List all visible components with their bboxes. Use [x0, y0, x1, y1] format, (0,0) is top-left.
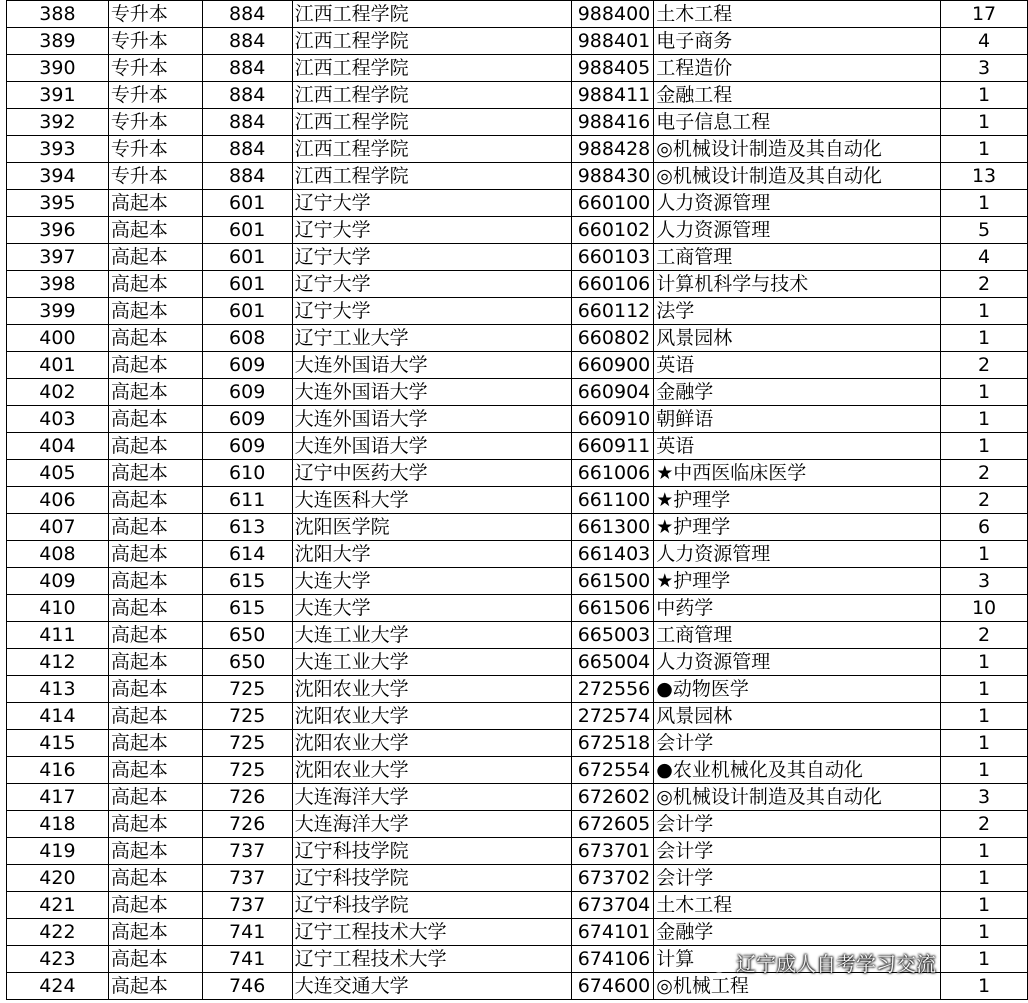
table-row [7, 190, 1028, 217]
school-name-cell: 江西工程学院 [292, 109, 572, 136]
major-name-cell: ◎机械工程 [654, 973, 941, 1000]
row-number-cell: 395 [7, 190, 109, 217]
table-row [7, 136, 1028, 163]
school-name-cell: 江西工程学院 [292, 163, 572, 190]
table-row [7, 973, 1028, 1000]
row-number-cell: 414 [7, 703, 109, 730]
level-cell: 高起本 [108, 919, 202, 946]
table-row [7, 298, 1028, 325]
row-number-cell: 424 [7, 973, 109, 1000]
school-name-cell: 江西工程学院 [292, 136, 572, 163]
table-row [7, 1, 1028, 28]
school-name-cell: 辽宁工程技术大学 [292, 919, 572, 946]
level-cell: 高起本 [108, 784, 202, 811]
school-code-cell: 601 [202, 190, 292, 217]
count-cell: 13 [941, 163, 1028, 190]
level-cell: 高起本 [108, 244, 202, 271]
level-cell: 专升本 [108, 163, 202, 190]
major-name-cell: 电子商务 [654, 28, 941, 55]
table-row [7, 919, 1028, 946]
row-number-cell: 423 [7, 946, 109, 973]
major-code-cell: 988400 [572, 1, 654, 28]
count-cell: 1 [941, 946, 1028, 973]
school-name-cell: 辽宁科技学院 [292, 892, 572, 919]
level-cell: 高起本 [108, 487, 202, 514]
school-name-cell: 大连工业大学 [292, 622, 572, 649]
school-name-cell: 沈阳大学 [292, 541, 572, 568]
table-row [7, 325, 1028, 352]
row-number-cell: 389 [7, 28, 109, 55]
major-name-cell: ★护理学 [654, 568, 941, 595]
table-body [7, 1, 1028, 1000]
level-cell: 专升本 [108, 82, 202, 109]
table-row [7, 433, 1028, 460]
school-name-cell: 大连外国语大学 [292, 433, 572, 460]
level-cell: 高起本 [108, 865, 202, 892]
major-code-cell: 660900 [572, 352, 654, 379]
row-number-cell: 397 [7, 244, 109, 271]
major-code-cell: 674106 [572, 946, 654, 973]
count-cell: 1 [941, 325, 1028, 352]
count-cell: 1 [941, 838, 1028, 865]
school-code-cell: 611 [202, 487, 292, 514]
major-name-cell: 人力资源管理 [654, 190, 941, 217]
school-code-cell: 601 [202, 244, 292, 271]
table-row [7, 163, 1028, 190]
major-name-cell: 人力资源管理 [654, 541, 941, 568]
count-cell: 3 [941, 784, 1028, 811]
major-name-cell: 工程造价 [654, 55, 941, 82]
level-cell: 高起本 [108, 757, 202, 784]
row-number-cell: 413 [7, 676, 109, 703]
school-name-cell: 辽宁中医药大学 [292, 460, 572, 487]
count-cell: 2 [941, 352, 1028, 379]
table-row [7, 622, 1028, 649]
count-cell: 6 [941, 514, 1028, 541]
table-row [7, 757, 1028, 784]
table-row [7, 406, 1028, 433]
school-name-cell: 沈阳医学院 [292, 514, 572, 541]
major-code-cell: 661100 [572, 487, 654, 514]
school-code-cell: 615 [202, 595, 292, 622]
row-number-cell: 398 [7, 271, 109, 298]
school-name-cell: 大连外国语大学 [292, 406, 572, 433]
count-cell: 1 [941, 298, 1028, 325]
school-name-cell: 江西工程学院 [292, 55, 572, 82]
row-number-cell: 388 [7, 1, 109, 28]
school-code-cell: 726 [202, 811, 292, 838]
school-code-cell: 610 [202, 460, 292, 487]
major-name-cell: 工商管理 [654, 622, 941, 649]
row-number-cell: 394 [7, 163, 109, 190]
count-cell: 5 [941, 217, 1028, 244]
count-cell: 1 [941, 109, 1028, 136]
row-number-cell: 408 [7, 541, 109, 568]
major-code-cell: 272556 [572, 676, 654, 703]
table-row [7, 595, 1028, 622]
level-cell: 高起本 [108, 811, 202, 838]
major-name-cell: 会计学 [654, 865, 941, 892]
table-row [7, 514, 1028, 541]
level-cell: 高起本 [108, 217, 202, 244]
major-code-cell: 660106 [572, 271, 654, 298]
major-name-cell: 人力资源管理 [654, 649, 941, 676]
school-code-cell: 884 [202, 82, 292, 109]
school-code-cell: 601 [202, 298, 292, 325]
count-cell: 1 [941, 406, 1028, 433]
level-cell: 高起本 [108, 622, 202, 649]
table-row [7, 649, 1028, 676]
major-name-cell: 土木工程 [654, 1, 941, 28]
major-code-cell: 988430 [572, 163, 654, 190]
school-code-cell: 884 [202, 1, 292, 28]
school-code-cell: 609 [202, 406, 292, 433]
count-cell: 1 [941, 433, 1028, 460]
school-name-cell: 大连大学 [292, 595, 572, 622]
row-number-cell: 404 [7, 433, 109, 460]
school-name-cell: 辽宁大学 [292, 271, 572, 298]
table-row [7, 55, 1028, 82]
count-cell: 2 [941, 271, 1028, 298]
major-code-cell: 988428 [572, 136, 654, 163]
major-code-cell: 673702 [572, 865, 654, 892]
row-number-cell: 402 [7, 379, 109, 406]
level-cell: 高起本 [108, 406, 202, 433]
school-code-cell: 737 [202, 892, 292, 919]
level-cell: 高起本 [108, 541, 202, 568]
level-cell: 专升本 [108, 136, 202, 163]
school-code-cell: 741 [202, 946, 292, 973]
school-name-cell: 辽宁工业大学 [292, 325, 572, 352]
row-number-cell: 401 [7, 352, 109, 379]
major-name-cell: ●农业机械化及其自动化 [654, 757, 941, 784]
watermark-text: 辽宁成人自考学习交流 [736, 952, 936, 976]
count-cell: 2 [941, 460, 1028, 487]
count-cell: 3 [941, 568, 1028, 595]
school-code-cell: 725 [202, 757, 292, 784]
count-cell: 1 [941, 82, 1028, 109]
major-name-cell: 英语 [654, 433, 941, 460]
level-cell: 专升本 [108, 109, 202, 136]
count-cell: 4 [941, 28, 1028, 55]
school-code-cell: 725 [202, 730, 292, 757]
count-cell: 1 [941, 919, 1028, 946]
school-name-cell: 辽宁大学 [292, 298, 572, 325]
major-name-cell: ◎机械设计制造及其自动化 [654, 163, 941, 190]
major-name-cell: 土木工程 [654, 892, 941, 919]
level-cell: 高起本 [108, 190, 202, 217]
school-code-cell: 725 [202, 703, 292, 730]
table-row [7, 28, 1028, 55]
major-code-cell: 672554 [572, 757, 654, 784]
school-name-cell: 大连大学 [292, 568, 572, 595]
school-name-cell: 江西工程学院 [292, 28, 572, 55]
school-code-cell: 725 [202, 676, 292, 703]
major-name-cell: 英语 [654, 352, 941, 379]
major-code-cell: 272574 [572, 703, 654, 730]
level-cell: 高起本 [108, 325, 202, 352]
major-code-cell: 660911 [572, 433, 654, 460]
school-code-cell: 741 [202, 919, 292, 946]
row-number-cell: 422 [7, 919, 109, 946]
row-number-cell: 399 [7, 298, 109, 325]
school-name-cell: 辽宁科技学院 [292, 865, 572, 892]
school-code-cell: 601 [202, 271, 292, 298]
row-number-cell: 409 [7, 568, 109, 595]
major-name-cell: ◎机械设计制造及其自动化 [654, 784, 941, 811]
major-name-cell: 会计学 [654, 811, 941, 838]
major-code-cell: 673704 [572, 892, 654, 919]
major-name-cell: 金融工程 [654, 82, 941, 109]
level-cell: 高起本 [108, 892, 202, 919]
major-code-cell: 661300 [572, 514, 654, 541]
school-name-cell: 大连交通大学 [292, 973, 572, 1000]
count-cell: 17 [941, 1, 1028, 28]
table-row [7, 217, 1028, 244]
row-number-cell: 419 [7, 838, 109, 865]
count-cell: 1 [941, 757, 1028, 784]
level-cell: 高起本 [108, 703, 202, 730]
level-cell: 高起本 [108, 460, 202, 487]
school-code-cell: 737 [202, 865, 292, 892]
row-number-cell: 410 [7, 595, 109, 622]
school-code-cell: 884 [202, 55, 292, 82]
major-code-cell: 672518 [572, 730, 654, 757]
school-code-cell: 609 [202, 352, 292, 379]
row-number-cell: 405 [7, 460, 109, 487]
major-name-cell: 法学 [654, 298, 941, 325]
school-name-cell: 辽宁工程技术大学 [292, 946, 572, 973]
major-name-cell: ●动物医学 [654, 676, 941, 703]
major-name-cell: ◎机械设计制造及其自动化 [654, 136, 941, 163]
school-code-cell: 884 [202, 109, 292, 136]
level-cell: 专升本 [108, 55, 202, 82]
school-name-cell: 沈阳农业大学 [292, 703, 572, 730]
level-cell: 专升本 [108, 28, 202, 55]
row-number-cell: 392 [7, 109, 109, 136]
major-code-cell: 988401 [572, 28, 654, 55]
major-code-cell: 661403 [572, 541, 654, 568]
major-name-cell: 人力资源管理 [654, 217, 941, 244]
row-number-cell: 391 [7, 82, 109, 109]
row-number-cell: 411 [7, 622, 109, 649]
major-name-cell: 会计学 [654, 838, 941, 865]
row-number-cell: 403 [7, 406, 109, 433]
table-row [7, 109, 1028, 136]
row-number-cell: 406 [7, 487, 109, 514]
row-number-cell: 412 [7, 649, 109, 676]
school-name-cell: 辽宁大学 [292, 190, 572, 217]
table-row [7, 487, 1028, 514]
school-name-cell: 沈阳农业大学 [292, 730, 572, 757]
school-name-cell: 大连海洋大学 [292, 784, 572, 811]
table-row [7, 865, 1028, 892]
table-row [7, 946, 1028, 973]
table-row [7, 460, 1028, 487]
level-cell: 高起本 [108, 595, 202, 622]
major-code-cell: 661006 [572, 460, 654, 487]
school-code-cell: 608 [202, 325, 292, 352]
major-code-cell: 660112 [572, 298, 654, 325]
row-number-cell: 420 [7, 865, 109, 892]
table-row [7, 568, 1028, 595]
count-cell: 1 [941, 892, 1028, 919]
table-row [7, 676, 1028, 703]
level-cell: 高起本 [108, 298, 202, 325]
table-row [7, 244, 1028, 271]
school-code-cell: 650 [202, 622, 292, 649]
count-cell: 1 [941, 649, 1028, 676]
table-row [7, 82, 1028, 109]
table-row [7, 892, 1028, 919]
major-name-cell: ★护理学 [654, 514, 941, 541]
school-code-cell: 737 [202, 838, 292, 865]
level-cell: 专升本 [108, 1, 202, 28]
school-code-cell: 650 [202, 649, 292, 676]
major-code-cell: 660904 [572, 379, 654, 406]
row-number-cell: 418 [7, 811, 109, 838]
level-cell: 高起本 [108, 838, 202, 865]
level-cell: 高起本 [108, 730, 202, 757]
major-name-cell: ★护理学 [654, 487, 941, 514]
major-code-cell: 665004 [572, 649, 654, 676]
major-code-cell: 660910 [572, 406, 654, 433]
major-name-cell: 电子信息工程 [654, 109, 941, 136]
school-code-cell: 615 [202, 568, 292, 595]
school-code-cell: 884 [202, 28, 292, 55]
major-code-cell: 988416 [572, 109, 654, 136]
school-code-cell: 601 [202, 217, 292, 244]
row-number-cell: 407 [7, 514, 109, 541]
table-row [7, 541, 1028, 568]
count-cell: 1 [941, 541, 1028, 568]
count-cell: 1 [941, 190, 1028, 217]
school-name-cell: 辽宁大学 [292, 217, 572, 244]
major-code-cell: 988405 [572, 55, 654, 82]
row-number-cell: 416 [7, 757, 109, 784]
school-code-cell: 884 [202, 136, 292, 163]
row-number-cell: 390 [7, 55, 109, 82]
count-cell: 3 [941, 55, 1028, 82]
school-name-cell: 大连医科大学 [292, 487, 572, 514]
school-name-cell: 大连工业大学 [292, 649, 572, 676]
major-name-cell: 风景园林 [654, 325, 941, 352]
table-row [7, 784, 1028, 811]
major-code-cell: 661500 [572, 568, 654, 595]
school-code-cell: 726 [202, 784, 292, 811]
row-number-cell: 393 [7, 136, 109, 163]
major-name-cell: 计算机科学与技术 [654, 271, 941, 298]
major-name-cell: 金融学 [654, 919, 941, 946]
school-name-cell: 大连外国语大学 [292, 379, 572, 406]
major-name-cell: 朝鲜语 [654, 406, 941, 433]
school-name-cell: 沈阳农业大学 [292, 676, 572, 703]
count-cell: 2 [941, 811, 1028, 838]
row-number-cell: 417 [7, 784, 109, 811]
level-cell: 高起本 [108, 433, 202, 460]
data-table [6, 0, 1028, 1000]
major-code-cell: 660102 [572, 217, 654, 244]
row-number-cell: 396 [7, 217, 109, 244]
count-cell: 10 [941, 595, 1028, 622]
row-number-cell: 421 [7, 892, 109, 919]
major-name-cell: 工商管理 [654, 244, 941, 271]
level-cell: 高起本 [108, 676, 202, 703]
level-cell: 高起本 [108, 568, 202, 595]
table-row [7, 811, 1028, 838]
count-cell: 1 [941, 136, 1028, 163]
table-row [7, 730, 1028, 757]
major-name-cell: ★中西医临床医学 [654, 460, 941, 487]
level-cell: 高起本 [108, 271, 202, 298]
major-code-cell: 660802 [572, 325, 654, 352]
school-name-cell: 江西工程学院 [292, 1, 572, 28]
school-code-cell: 884 [202, 163, 292, 190]
major-code-cell: 660103 [572, 244, 654, 271]
count-cell: 2 [941, 487, 1028, 514]
school-name-cell: 大连海洋大学 [292, 811, 572, 838]
major-code-cell: 674600 [572, 973, 654, 1000]
major-code-cell: 672602 [572, 784, 654, 811]
major-code-cell: 665003 [572, 622, 654, 649]
school-name-cell: 辽宁科技学院 [292, 838, 572, 865]
level-cell: 高起本 [108, 379, 202, 406]
row-number-cell: 415 [7, 730, 109, 757]
table-row [7, 352, 1028, 379]
major-name-cell: 金融学 [654, 379, 941, 406]
school-code-cell: 609 [202, 433, 292, 460]
count-cell: 2 [941, 622, 1028, 649]
row-number-cell: 400 [7, 325, 109, 352]
count-cell: 1 [941, 703, 1028, 730]
count-cell: 1 [941, 973, 1028, 1000]
count-cell: 4 [941, 244, 1028, 271]
table-row [7, 703, 1028, 730]
major-name-cell: 计算 [654, 946, 941, 973]
major-code-cell: 674101 [572, 919, 654, 946]
table-row [7, 838, 1028, 865]
school-name-cell: 大连外国语大学 [292, 352, 572, 379]
count-cell: 1 [941, 730, 1028, 757]
table-row [7, 379, 1028, 406]
count-cell: 1 [941, 379, 1028, 406]
school-code-cell: 746 [202, 973, 292, 1000]
school-code-cell: 614 [202, 541, 292, 568]
major-code-cell: 988411 [572, 82, 654, 109]
major-name-cell: 会计学 [654, 730, 941, 757]
level-cell: 高起本 [108, 946, 202, 973]
table-row [7, 271, 1028, 298]
school-code-cell: 609 [202, 379, 292, 406]
count-cell: 1 [941, 865, 1028, 892]
level-cell: 高起本 [108, 973, 202, 1000]
major-code-cell: 660100 [572, 190, 654, 217]
school-name-cell: 沈阳农业大学 [292, 757, 572, 784]
level-cell: 高起本 [108, 649, 202, 676]
level-cell: 高起本 [108, 352, 202, 379]
level-cell: 高起本 [108, 514, 202, 541]
major-name-cell: 中药学 [654, 595, 941, 622]
school-code-cell: 613 [202, 514, 292, 541]
major-name-cell: 风景园林 [654, 703, 941, 730]
school-name-cell: 江西工程学院 [292, 82, 572, 109]
count-cell: 1 [941, 676, 1028, 703]
major-code-cell: 672605 [572, 811, 654, 838]
school-name-cell: 辽宁大学 [292, 244, 572, 271]
major-code-cell: 673701 [572, 838, 654, 865]
major-code-cell: 661506 [572, 595, 654, 622]
